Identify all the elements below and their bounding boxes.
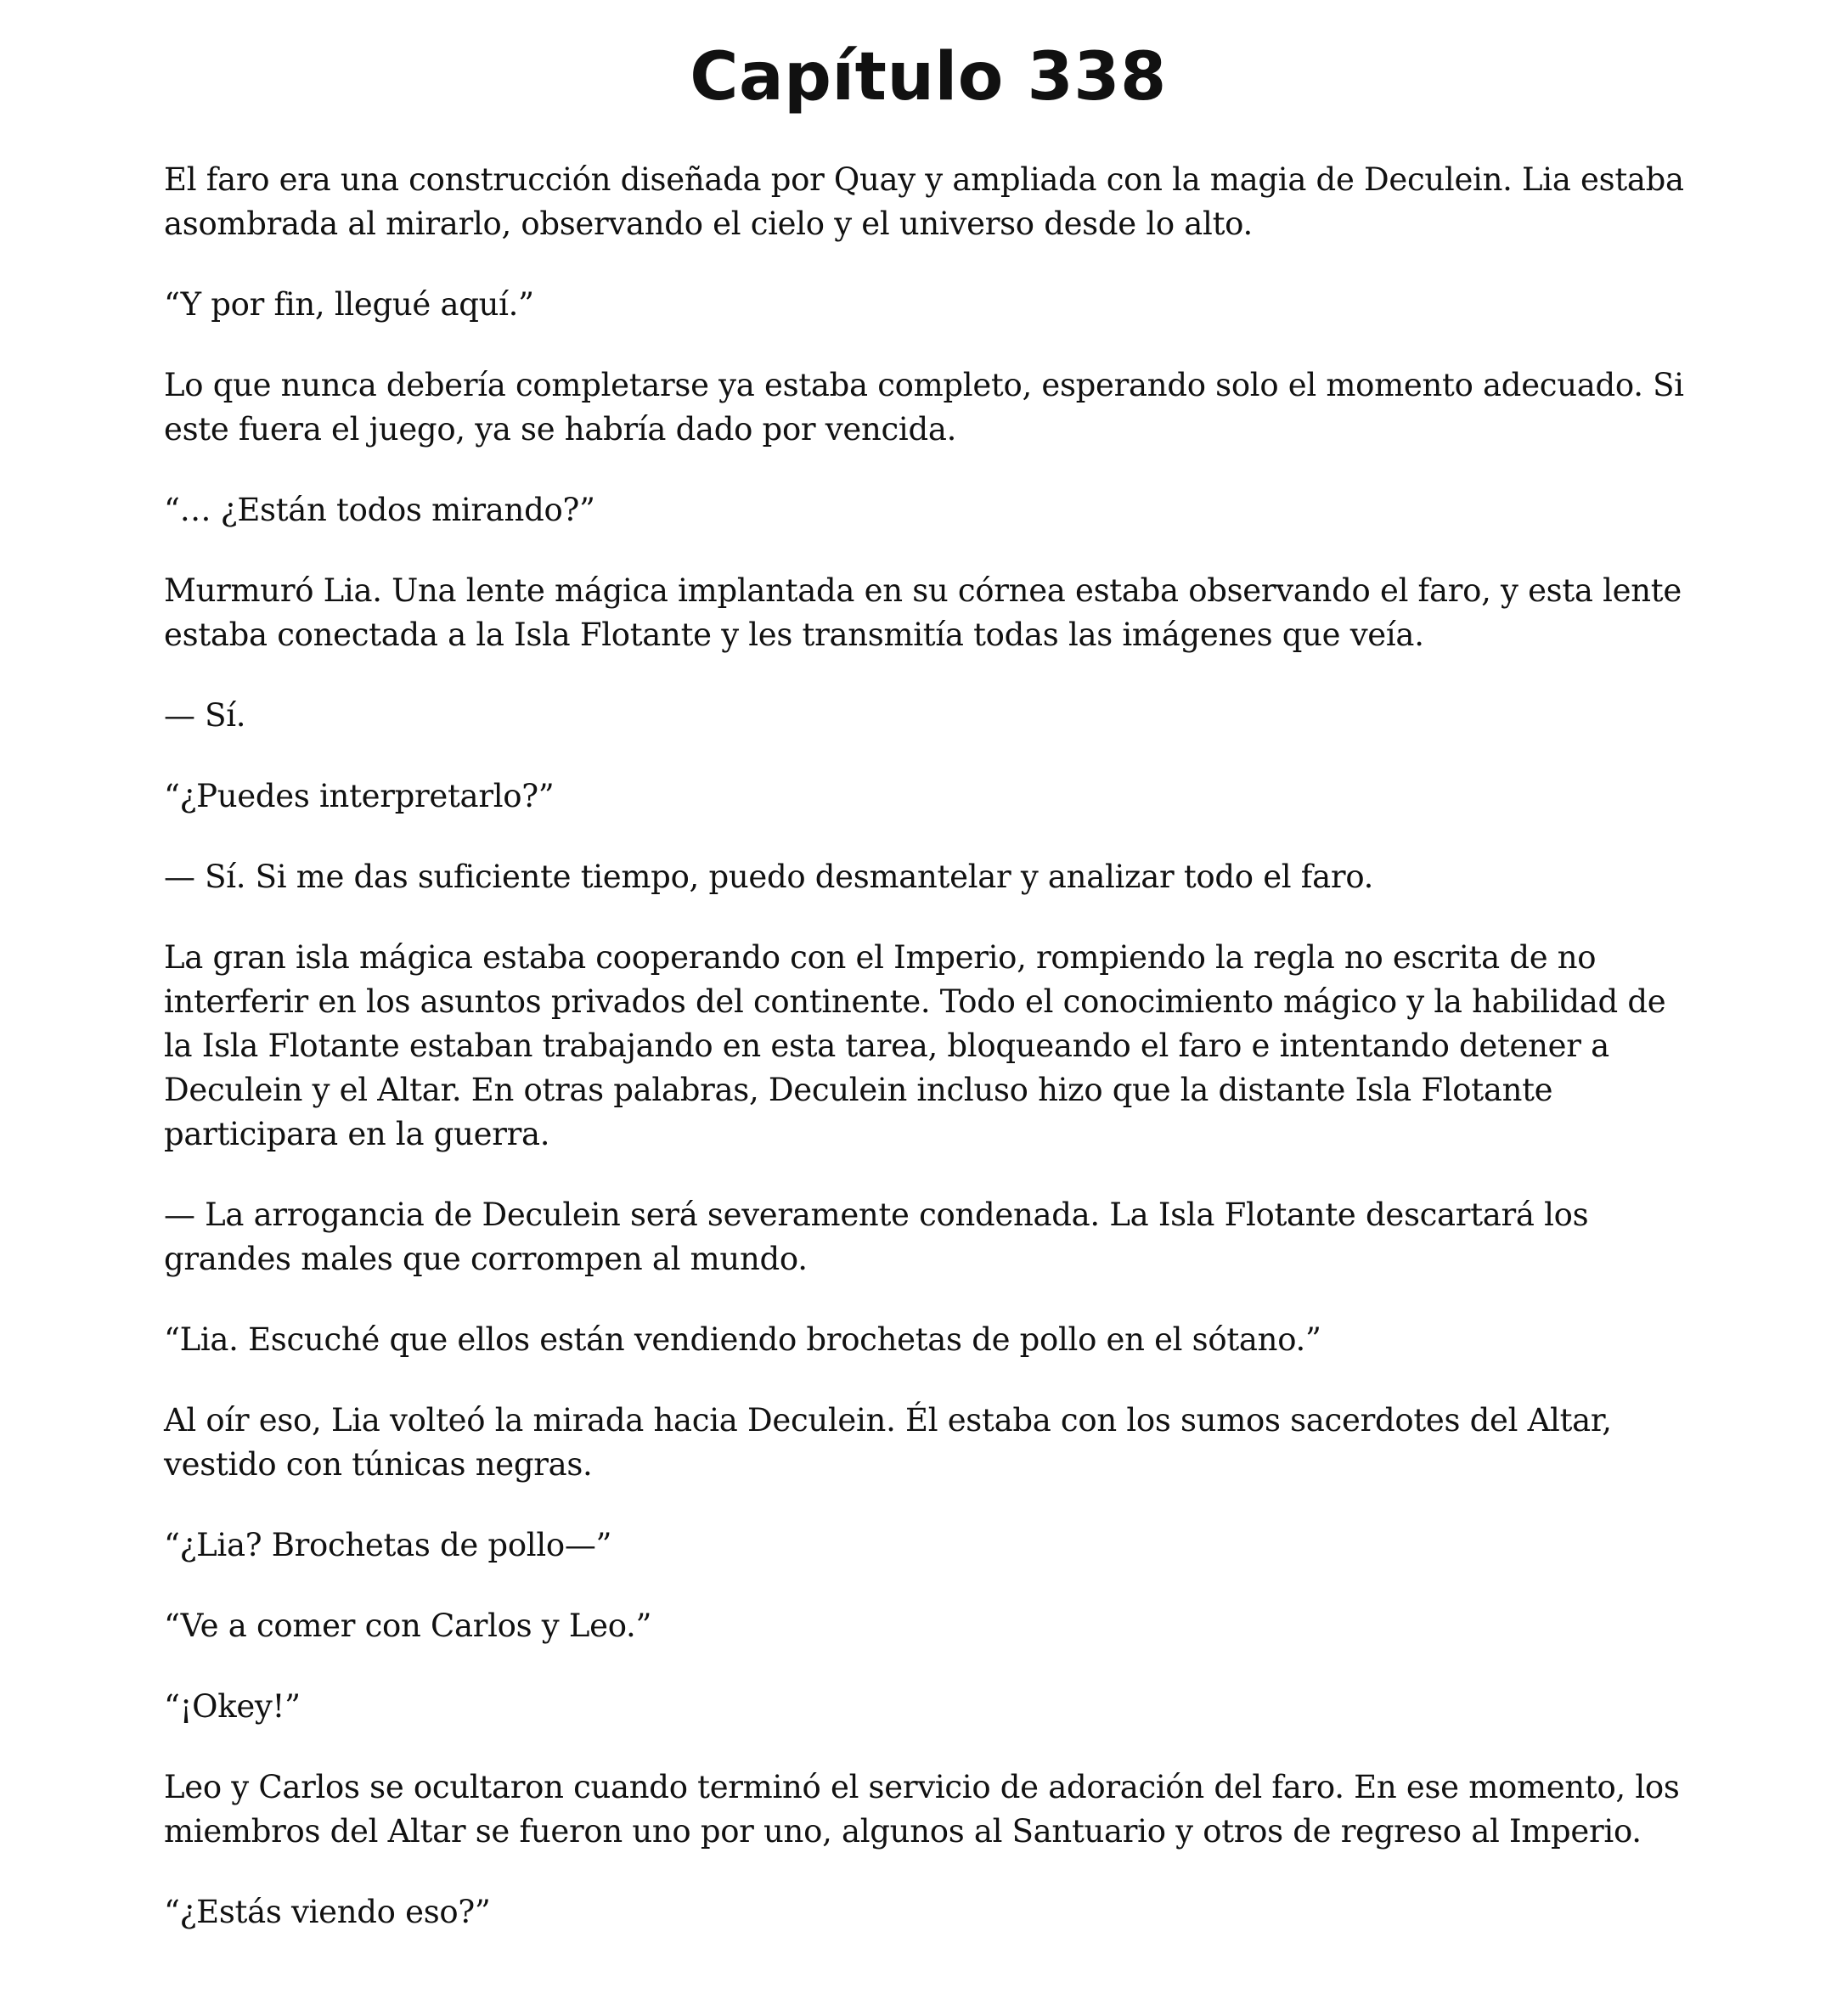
paragraph: — Sí. (164, 697, 246, 734)
paragraph: — Sí. Si me das suficiente tiempo, puedo desmantelar y analizar todo el faro. (164, 859, 1374, 895)
chapter-title: Capítulo 338 (690, 39, 1167, 115)
paragraph: “Y por fin, llegué aquí.” (164, 286, 534, 323)
paragraph: “… ¿Están todos mirando?” (164, 492, 595, 528)
paragraph: Lo que nunca debería completarse ya estaba completo, esperando solo el momento adecuado. Si este fuera el juego, ya se habría dado por vencida. (164, 367, 1684, 448)
paragraph: — La arrogancia de Deculein será severamente condenada. La Isla Flotante descartará los grandes males que corrompen al mundo. (164, 1197, 1589, 1277)
paragraph: “Ve a comer con Carlos y Leo.” (164, 1608, 652, 1644)
paragraph: “Lia. Escuché que ellos están vendiendo brochetas de pollo en el sótano.” (164, 1321, 1321, 1358)
document-page (164, 31, 1693, 1971)
paragraph: Murmuró Lia. Una lente mágica implantada en su córnea estaba observando el faro, y esta lente estaba conectada a la Isla Flotante y les transmitía todas las imágenes que veía. (164, 572, 1682, 653)
paragraph: “¿Estás viendo eso?” (164, 1894, 491, 1930)
paragraph: “¡Okey!” (164, 1688, 301, 1725)
paragraph: El faro era una construcción diseñada por Quay y ampliada con la magia de Deculein. Lia estaba asombrada al mirarlo, observando el cielo y el universo desde lo alto. (164, 161, 1684, 242)
paragraph: Al oír eso, Lia volteó la mirada hacia Deculein. Él estaba con los sumos sacerdotes del Altar, vestido con túnicas negras. (164, 1402, 1612, 1483)
paragraph: La gran isla mágica estaba cooperando con el Imperio, rompiendo la regla no escrita de no interferir en los asuntos privados del continente. Todo el conocimiento mágico y la habilidad de la Isla Flotante estaban trabajando en esta tarea, bloqueando el faro e intentando detener a Deculein y el Altar. En otras palabras, Deculein incluso hizo que la distante Isla Flotante participara en la guerra. (164, 939, 1666, 1152)
paragraph: “¿Puedes interpretarlo?” (164, 778, 555, 814)
paragraph: “¿Lia? Brochetas de pollo—” (164, 1527, 612, 1563)
paragraph: Leo y Carlos se ocultaron cuando terminó el servicio de adoración del faro. En ese momento, los miembros del Altar se fueron uno por uno, algunos al Santuario y otros de regreso al Imperio. (164, 1769, 1680, 1850)
